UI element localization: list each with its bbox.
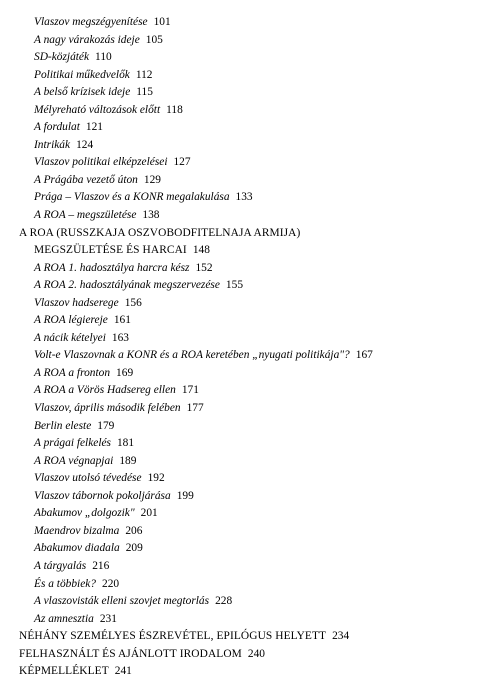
toc-entry — [0, 242, 487, 260]
toc-subentry — [0, 207, 487, 225]
toc-subentry — [0, 453, 487, 471]
toc-entry-title: A prágai felkelés — [34, 437, 111, 450]
toc-subentry — [0, 102, 487, 120]
toc-subentry — [0, 277, 487, 295]
toc-entry-title: MEGSZÜLETÉSE ÉS HARCAI — [34, 244, 187, 257]
toc-entry-title: A ROA légiereje — [34, 314, 108, 327]
toc-entry-title: Abakumov diadala — [34, 542, 120, 555]
toc-entry-page: 192 — [147, 472, 165, 485]
toc-subentry — [0, 67, 487, 85]
toc-subentry — [0, 347, 487, 365]
toc-subentry — [0, 312, 487, 330]
toc-entry-title: A ROA 1. hadosztálya harcra kész — [34, 261, 190, 274]
toc-subentry — [0, 330, 487, 348]
toc-subentry — [0, 382, 487, 400]
toc-subentry — [0, 470, 487, 488]
toc-subentry — [0, 418, 487, 436]
toc-entry-title: És a többiek? — [34, 577, 97, 590]
toc-subentry — [0, 154, 487, 172]
toc-entry-page: 152 — [195, 261, 213, 274]
toc-entry-page: 209 — [125, 542, 143, 555]
toc-entry-title: Vlaszov utolsó tévedése — [34, 472, 142, 485]
toc-entry-title: A ROA a Vörös Hadsereg ellen — [34, 384, 176, 397]
toc-entry-page: 171 — [181, 384, 199, 397]
toc-entry-title: KÉPMELLÉKLET — [19, 665, 109, 678]
toc-subentry — [0, 435, 487, 453]
toc-subentry — [0, 365, 487, 383]
toc-entry-page: 148 — [192, 244, 210, 257]
toc-entry-title: Prága – Vlaszov és a KONR megalakulása — [34, 191, 230, 204]
toc-entry-title: NÉHÁNY SZEMÉLYES ÉSZREVÉTEL, EPILÓGUS HELYETT — [19, 630, 327, 643]
toc-entry-title: Berlin eleste — [34, 419, 92, 432]
toc-subentry — [0, 488, 487, 506]
toc-entry-title: A Prágába vezető úton — [34, 173, 138, 186]
toc-entry-page: 189 — [119, 454, 137, 467]
toc-entry-page: 110 — [95, 51, 112, 64]
toc-subentry — [0, 505, 487, 523]
toc-subentry — [0, 137, 487, 155]
toc-entry-title: FELHASZNÁLT ÉS AJÁNLOTT IRODALOM — [19, 647, 242, 660]
toc-entry-page: 121 — [85, 121, 103, 134]
toc-entry-page: 216 — [92, 559, 110, 572]
toc-subentry — [0, 576, 487, 594]
toc-entry-page: 177 — [186, 402, 204, 415]
toc-entry-title: A ROA a fronton — [34, 366, 111, 379]
toc-entry-page: 167 — [355, 349, 373, 362]
toc-entry-title: A belső krízisek ideje — [34, 86, 131, 99]
toc-entry-title: Az amnesztia — [34, 612, 94, 625]
toc-entry-title: A nagy várakozás ideje — [34, 33, 140, 46]
toc-entry-page: 129 — [143, 173, 161, 186]
toc-entry-page: 228 — [215, 595, 233, 608]
toc-entry-title: Vlaszov politikai elképzelései — [34, 156, 168, 169]
toc-entry-title: A nácik kételyei — [34, 331, 106, 344]
toc-entry-title: A tárgyalás — [34, 559, 87, 572]
toc-entry-title: Maendrov bizalma — [34, 524, 120, 537]
toc-entry-page: 115 — [136, 86, 153, 99]
toc-entry-page: 112 — [135, 68, 153, 81]
toc-entry-page: 206 — [125, 524, 143, 537]
toc-subentry — [0, 593, 487, 611]
toc-entry — [0, 663, 487, 681]
toc-entry — [0, 225, 487, 243]
toc-entry-title: Vlaszov, április második felében — [34, 402, 181, 415]
toc-subentry — [0, 172, 487, 190]
toc-entry-title: Abakumov „dolgozik" — [34, 507, 135, 520]
toc-entry-page: 161 — [113, 314, 131, 327]
toc-entry-page: 138 — [142, 209, 160, 222]
toc-subentry — [0, 611, 487, 629]
toc-entry-page: 199 — [176, 489, 194, 502]
table-of-contents — [0, 14, 487, 681]
toc-entry-title: Mélyreható változások előtt — [34, 103, 161, 116]
toc-entry-page: 156 — [124, 296, 142, 309]
toc-entry-page: 127 — [173, 156, 191, 169]
toc-entry-title: Volt-e Vlaszovnak a KONR és a ROA keretében „nyugati politikája"? — [34, 349, 350, 362]
toc-entry-title: A vlaszovisták elleni szovjet megtorlás — [34, 595, 210, 608]
toc-entry-page: 163 — [111, 331, 129, 344]
toc-subentry — [0, 14, 487, 32]
toc-subentry — [0, 558, 487, 576]
toc-entry-page: 169 — [116, 366, 134, 379]
toc-subentry — [0, 32, 487, 50]
toc-entry-title: A ROA (RUSSZKAJA OSZVOBODFITELNAJA ARMIJA) — [19, 226, 301, 239]
toc-subentry — [0, 523, 487, 541]
toc-subentry — [0, 295, 487, 313]
toc-subentry — [0, 49, 487, 67]
toc-subentry — [0, 84, 487, 102]
toc-entry-page: 105 — [145, 33, 163, 46]
toc-entry-title: Vlaszov hadserege — [34, 296, 119, 309]
toc-entry-page: 220 — [102, 577, 120, 590]
toc-entry-title: A fordulat — [34, 121, 80, 134]
toc-entry-page: 231 — [99, 612, 117, 625]
toc-entry — [0, 646, 487, 664]
toc-entry-title: Vlaszov megszégyenítése — [34, 16, 148, 28]
toc-entry — [0, 628, 487, 646]
toc-entry-title: A ROA 2. hadosztályának megszervezése — [34, 279, 220, 292]
toc-subentry — [0, 400, 487, 418]
toc-entry-page: 241 — [114, 665, 132, 678]
toc-entry-title: SD-közjáték — [34, 51, 90, 64]
toc-entry-title: Vlaszov tábornok pokoljárása — [34, 489, 171, 502]
toc-entry-title: Politikai műkedvelők — [34, 68, 130, 81]
toc-entry-title: Intrikák — [34, 138, 71, 151]
toc-entry-page: 179 — [97, 419, 115, 432]
toc-subentry — [0, 260, 487, 278]
toc-entry-page: 124 — [76, 138, 94, 151]
toc-entry-title: A ROA végnapjai — [34, 454, 114, 467]
toc-entry-page: 201 — [140, 507, 158, 520]
toc-subentry — [0, 189, 487, 207]
toc-entry-page: 118 — [166, 103, 183, 116]
toc-subentry — [0, 119, 487, 137]
toc-entry-title: A ROA – megszületése — [34, 209, 137, 222]
toc-entry-page: 155 — [225, 279, 244, 292]
toc-subentry — [0, 540, 487, 558]
toc-entry-page: 240 — [247, 647, 265, 660]
toc-entry-page: 101 — [153, 16, 171, 28]
toc-entry-page: 181 — [116, 437, 135, 450]
toc-entry-page: 234 — [332, 630, 350, 643]
toc-entry-page: 133 — [235, 191, 253, 204]
